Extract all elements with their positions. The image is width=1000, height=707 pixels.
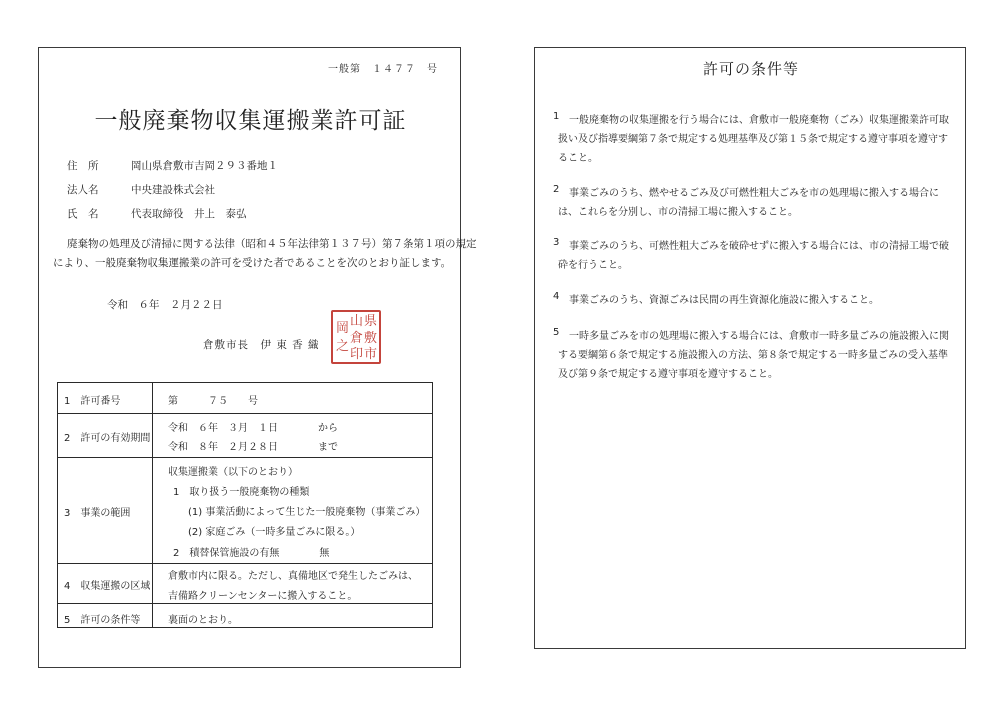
seal-char: 之 <box>336 339 350 354</box>
company-label: 法人名 <box>67 184 99 196</box>
condition-line: ること。 <box>558 153 598 164</box>
condition-number: 2 <box>553 184 560 195</box>
condition-line: は、これらを分別し、市の清掃工場に搬入すること。 <box>558 207 798 218</box>
condition-line: 事業ごみのうち、可燃性粗大ごみを破砕せずに搬入する場合には、市の清掃工場で破 <box>569 241 949 252</box>
condition-line: 扱い及び指導要綱第７条で規定する処理基準及び第１５条で規定する遵守事項を遵守す <box>558 134 948 145</box>
permit-number: 一般第 １４７７ 号 <box>328 64 438 75</box>
seal-char: 倉 <box>350 331 364 346</box>
company-value: 中央建設株式会社 <box>131 184 215 196</box>
official-seal-stamp <box>331 310 381 364</box>
row-value-scope-line: (2) 家庭ごみ（一時多量ごみに限る。） <box>188 527 361 538</box>
seal-char: 県 <box>364 314 378 329</box>
issuer-name: 倉敷市長 伊 東 香 織 <box>203 339 320 351</box>
certificate-body-line-1: 廃棄物の処理及び清掃に関する法律（昭和４５年法律第１３７号）第７条第１項の規定 <box>67 238 477 250</box>
row-value-validity-to: 令和 ８年 ２月２８日 まで <box>168 442 338 453</box>
seal-char: 山 <box>350 314 364 329</box>
name-label: 氏 名 <box>67 208 99 220</box>
address-value: 岡山県倉敷市吉岡２９３番地１ <box>131 160 278 172</box>
issue-date: 令和 ６年 ２月２２日 <box>107 299 223 311</box>
row-value-scope-line: (1) 事業活動によって生じた一般廃棄物（事業ごみ） <box>188 507 426 518</box>
row-value-collection-area: 倉敷市内に限る。ただし、真備地区で発生したごみは、 <box>168 571 418 582</box>
condition-line: 一時多量ごみを市の処理場に搬入する場合には、倉敷市一時多量ごみの施設搬入に関 <box>569 331 949 342</box>
condition-number: 4 <box>553 291 560 302</box>
condition-line: 及び第９条で規定する遵守事項を遵守すること。 <box>558 369 778 380</box>
permit-details-table <box>57 382 433 628</box>
seal-char: 市 <box>364 347 378 362</box>
condition-number: 1 <box>553 111 560 122</box>
seal-char: 岡 <box>336 321 350 336</box>
row-label-permit-number: 1 許可番号 <box>64 396 121 407</box>
row-value-collection-area: 吉備路クリーンセンターに搬入すること。 <box>168 591 358 602</box>
row-value-permit-number: 第 ７５ 号 <box>168 396 258 407</box>
row-label-conditions: 5 許可の条件等 <box>64 615 141 626</box>
address-label: 住 所 <box>67 160 99 172</box>
row-value-validity-from: 令和 ６年 ３月 １日 から <box>168 423 338 434</box>
seal-char: 敷 <box>364 331 378 346</box>
condition-line: 一般廃棄物の収集運搬を行う場合には、倉敷市一般廃棄物（ごみ）収集運搬業許可取 <box>569 115 949 126</box>
conditions-title: 許可の条件等 <box>702 60 799 78</box>
permit-certificate-page <box>38 47 477 668</box>
permit-conditions-page <box>534 47 966 649</box>
name-value: 代表取締役 井上 泰弘 <box>131 208 247 220</box>
row-value-scope-line: 1 取り扱う一般廃棄物の種類 <box>173 487 310 498</box>
condition-line: 事業ごみのうち、燃やせるごみ及び可燃性粗大ごみを市の処理場に搬入する場合に <box>569 188 939 199</box>
certificate-body-line-2: により、一般廃棄物収集運搬業の許可を受けた者であることを次のとおり証します。 <box>53 257 452 269</box>
certificate-title: 一般廃棄物収集運搬業許可証 <box>94 108 407 134</box>
condition-line: 事業ごみのうち、資源ごみは民間の再生資源化施設に搬入すること。 <box>569 295 879 306</box>
row-label-validity-period: 2 許可の有効期間 <box>64 433 151 444</box>
row-label-business-scope: 3 事業の範囲 <box>64 508 131 519</box>
seal-char: 印 <box>350 347 364 362</box>
row-label-collection-area: 4 収集運搬の区域 <box>64 581 151 592</box>
condition-number: 3 <box>553 237 560 248</box>
condition-line: 砕を行うこと。 <box>558 260 628 271</box>
condition-line: する要綱第６条で規定する施設搬入の方法、第８条で規定する一時多量ごみの受入基準 <box>558 350 948 361</box>
row-value-conditions: 裏面のとおり。 <box>168 615 238 626</box>
row-value-scope-line: 収集運搬業（以下のとおり） <box>168 467 298 478</box>
condition-number: 5 <box>553 327 560 338</box>
row-value-scope-line: 2 積替保管施設の有無 無 <box>173 548 330 559</box>
